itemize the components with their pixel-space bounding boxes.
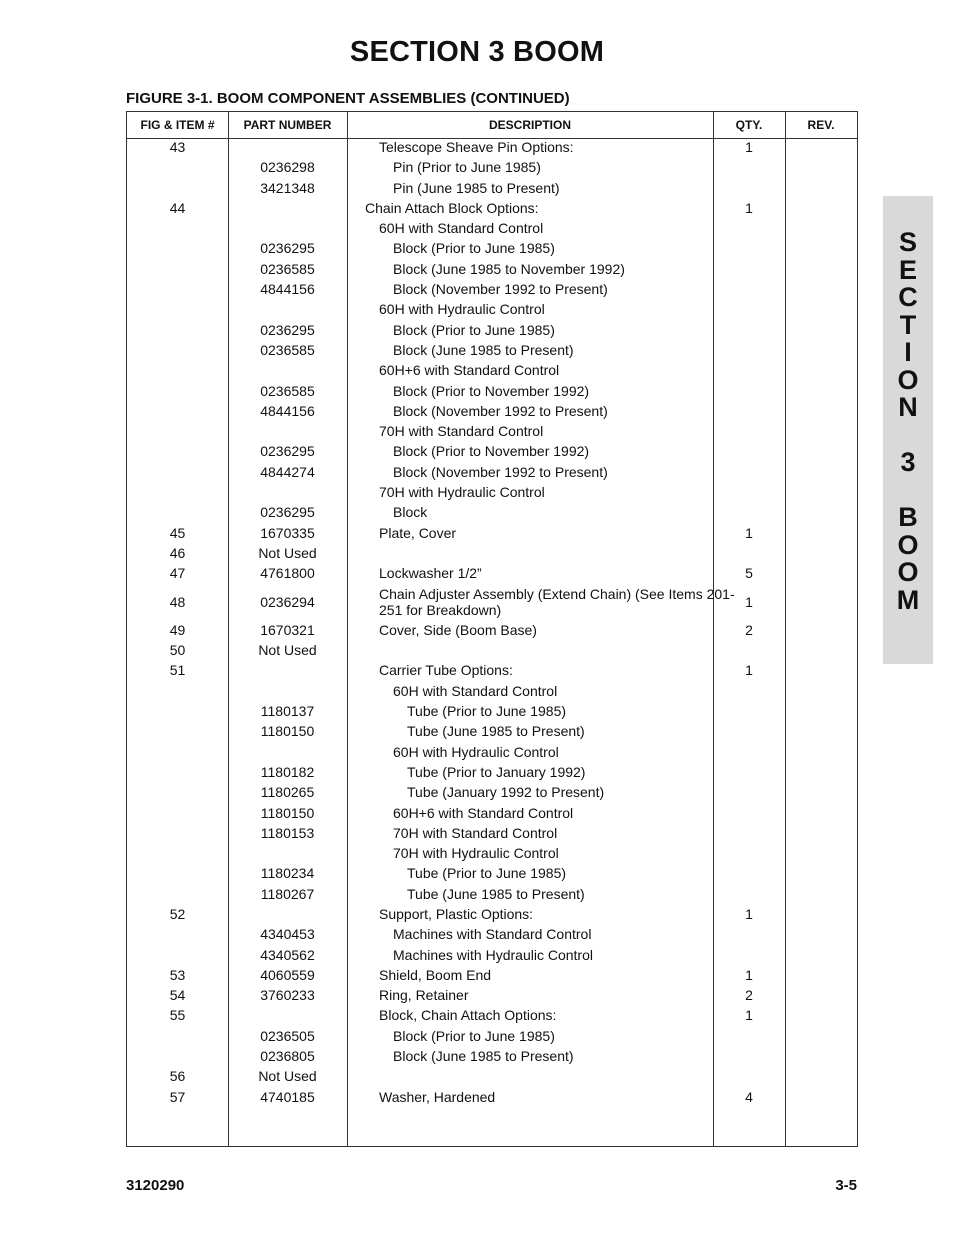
side-tab-letter: O	[897, 529, 919, 560]
side-tab-letter: E	[898, 254, 917, 285]
cell-qty: 1	[745, 662, 753, 679]
cell-part-number: 4740185	[260, 1088, 315, 1105]
header-item: FIG & ITEM #	[140, 118, 215, 132]
table-row	[127, 198, 857, 218]
table-row	[127, 462, 857, 482]
header-part-number: PART NUMBER	[243, 118, 332, 132]
cell-part-number: 0236585	[260, 382, 315, 399]
cell-part-number: 0236585	[260, 260, 315, 277]
table-row	[127, 620, 857, 640]
section-side-tab	[883, 196, 933, 664]
table-row	[127, 543, 857, 563]
header-rev: REV.	[807, 118, 835, 132]
cell-description: Block (November 1992 to Present)	[393, 402, 608, 419]
table-row	[127, 863, 857, 883]
table-row	[127, 238, 857, 258]
cell-item: 51	[169, 662, 186, 679]
cell-item: 50	[169, 642, 186, 659]
table-row	[127, 299, 857, 319]
table-row	[127, 137, 857, 157]
document-number: 3120290	[126, 1177, 185, 1194]
cell-description: Block	[393, 504, 428, 521]
table-row	[127, 381, 857, 401]
cell-description: Block (Prior to June 1985)	[393, 321, 555, 338]
cell-description: 60H with Hydraulic Control	[393, 743, 559, 760]
cell-part-number: 0236295	[260, 443, 315, 460]
table-row	[127, 823, 857, 843]
cell-part-number: 1180265	[260, 784, 315, 801]
cell-item: 45	[169, 524, 186, 541]
cell-description: Chain Attach Block Options:	[365, 199, 539, 216]
cell-part-number: 4060559	[260, 966, 315, 983]
cell-description: Block (November 1992 to Present)	[393, 463, 608, 480]
cell-part-number: 0236505	[260, 1027, 315, 1044]
cell-part-number: 4761800	[260, 565, 315, 582]
cell-description: Support, Plastic Options:	[379, 905, 534, 922]
cell-description: 60H+6 with Standard Control	[393, 804, 574, 821]
table-row	[127, 421, 857, 441]
table-row	[127, 401, 857, 421]
cell-description: Carrier Tube Options:	[379, 662, 513, 679]
cell-description: Machines with Hydraulic Control	[393, 946, 593, 963]
parts-table	[126, 111, 858, 1147]
cell-item: 49	[169, 621, 186, 638]
side-tab-letter: B	[898, 502, 918, 532]
cell-description: Block (Prior to June 1985)	[393, 240, 555, 257]
cell-part-number: 1180153	[260, 824, 315, 841]
cell-description: Washer, Hardened	[379, 1088, 496, 1105]
cell-description: 70H with Hydraulic Control	[379, 484, 545, 501]
cell-part-number: 3760233	[260, 987, 315, 1004]
table-row	[127, 340, 857, 360]
table-row	[127, 681, 857, 701]
page-number: 3-5	[835, 1177, 857, 1194]
cell-part-number: 4844274	[260, 463, 315, 480]
table-row	[127, 502, 857, 522]
table-row	[127, 279, 857, 299]
side-tab-letter	[883, 422, 933, 450]
cell-description: 70H with Standard Control	[379, 423, 544, 440]
cell-part-number: 4340453	[260, 926, 315, 943]
table-row	[127, 1087, 857, 1107]
header-description: DESCRIPTION	[488, 118, 571, 132]
cell-description: 60H with Standard Control	[393, 682, 558, 699]
cell-description: Chain Adjuster Assembly (Extend Chain) (See Items 201-251 for Breakdown)	[379, 585, 735, 618]
cell-item: 52	[169, 905, 186, 922]
cell-qty: 4	[745, 1088, 753, 1105]
cell-item: 47	[169, 565, 186, 582]
cell-part-number: 1180137	[260, 703, 315, 720]
side-tab-letter: T	[899, 309, 917, 340]
figure-title: FIGURE 3-1. BOOM COMPONENT ASSEMBLIES (CONTINUED)	[126, 90, 570, 107]
cell-part-number: 0236295	[260, 504, 315, 521]
side-tab-letter: S	[898, 227, 917, 257]
table-row	[127, 563, 857, 583]
table-row	[127, 1026, 857, 1046]
cell-description: Cover, Side (Boom Base)	[379, 621, 537, 638]
cell-part-number: 0236295	[260, 240, 315, 257]
cell-part-number: 0236295	[260, 321, 315, 338]
cell-qty: 1	[745, 199, 753, 216]
cell-description: 60H+6 with Standard Control	[379, 362, 560, 379]
table-row	[127, 157, 857, 177]
side-tab-letter: O	[897, 557, 919, 587]
table-row	[127, 640, 857, 660]
cell-part-number: 0236805	[260, 1048, 315, 1065]
cell-description: Tube (January 1992 to Present)	[407, 784, 605, 801]
cell-description: Tube (June 1985 to Present)	[407, 885, 585, 902]
cell-part-number: Not Used	[258, 642, 317, 659]
cell-item: 44	[169, 199, 186, 216]
cell-description: Tube (June 1985 to Present)	[407, 723, 585, 740]
cell-part-number: 1670335	[260, 524, 315, 541]
cell-description: Block (June 1985 to Present)	[393, 1048, 574, 1065]
cell-description: 70H with Hydraulic Control	[393, 845, 559, 862]
side-tab-letter: O	[897, 364, 919, 395]
header-qty: QTY.	[735, 118, 763, 132]
cell-description: Tube (Prior to June 1985)	[407, 703, 567, 720]
table-row	[127, 482, 857, 502]
cell-description: Telescope Sheave Pin Options:	[379, 139, 574, 155]
table-row	[127, 1066, 857, 1086]
cell-description: Block (Prior to June 1985)	[393, 1027, 555, 1044]
cell-description: Pin (Prior to June 1985)	[393, 159, 541, 176]
table-row	[127, 1005, 857, 1025]
cell-item: 43	[169, 139, 186, 155]
table-row	[127, 762, 857, 782]
cell-description: Block (November 1992 to Present)	[393, 281, 608, 298]
cell-part-number: 0236294	[260, 593, 315, 610]
cell-item: 53	[169, 966, 186, 983]
table-row	[127, 441, 857, 461]
cell-description: Block (Prior to November 1992)	[393, 443, 590, 460]
cell-description: Tube (Prior to June 1985)	[407, 865, 567, 882]
table-row	[127, 843, 857, 863]
cell-qty: 2	[745, 987, 753, 1004]
cell-part-number: 1180182	[260, 763, 315, 780]
side-tab-letter: M	[896, 584, 920, 615]
table-row	[127, 660, 857, 680]
cell-part-number: 1180234	[260, 865, 315, 882]
cell-part-number: 3421348	[260, 179, 315, 196]
table-body	[127, 137, 857, 1107]
cell-part-number: Not Used	[258, 544, 317, 561]
table-row	[127, 904, 857, 924]
cell-item: 46	[169, 544, 186, 561]
cell-description: Block, Chain Attach Options:	[379, 1007, 557, 1024]
table-row	[127, 523, 857, 543]
cell-item: 55	[169, 1007, 186, 1024]
table-row	[127, 721, 857, 741]
table-row	[127, 584, 857, 620]
cell-description: Pin (June 1985 to Present)	[393, 179, 560, 196]
cell-qty: 2	[745, 621, 753, 638]
cell-part-number: 4844156	[260, 402, 315, 419]
cell-qty: 1	[745, 524, 753, 541]
cell-description: 70H with Standard Control	[393, 824, 558, 841]
table-row	[127, 701, 857, 721]
side-tab-letter: N	[898, 392, 918, 422]
table-row	[127, 884, 857, 904]
cell-part-number: 0236298	[260, 159, 315, 176]
cell-part-number: 1180150	[260, 804, 315, 821]
cell-part-number: 4844156	[260, 281, 315, 298]
cell-description: Tube (Prior to January 1992)	[407, 763, 586, 780]
cell-description: Lockwasher 1/2”	[379, 565, 482, 582]
cell-part-number: 1670321	[260, 621, 315, 638]
table-row	[127, 803, 857, 823]
side-tab-letter: I	[904, 337, 912, 367]
table-row	[127, 259, 857, 279]
side-tab-letter: 3	[900, 447, 916, 477]
cell-description: 60H with Standard Control	[379, 220, 544, 237]
cell-description: Block (June 1985 to Present)	[393, 341, 574, 358]
cell-description: Plate, Cover	[379, 524, 457, 541]
table-row	[127, 782, 857, 802]
cell-qty: 1	[745, 593, 753, 610]
table-row	[127, 178, 857, 198]
table-row	[127, 218, 857, 238]
side-tab-label	[883, 229, 933, 614]
table-row	[127, 945, 857, 965]
cell-description: Block (June 1985 to November 1992)	[393, 260, 625, 277]
cell-description: Machines with Standard Control	[393, 926, 592, 943]
table-row	[127, 965, 857, 985]
cell-description: Shield, Boom End	[379, 966, 492, 983]
table-row	[127, 360, 857, 380]
cell-part-number: 0236585	[260, 341, 315, 358]
cell-qty: 1	[745, 966, 753, 983]
cell-part-number: 1180150	[260, 723, 315, 740]
cell-qty: 5	[745, 565, 753, 582]
cell-qty: 1	[745, 139, 753, 155]
cell-description: 60H with Hydraulic Control	[379, 301, 545, 318]
table-row	[127, 924, 857, 944]
cell-description: Ring, Retainer	[379, 987, 469, 1004]
cell-item: 54	[169, 987, 186, 1004]
cell-item: 48	[169, 593, 186, 610]
table-row	[127, 742, 857, 762]
table-row	[127, 1046, 857, 1066]
cell-item: 56	[169, 1068, 186, 1085]
cell-qty: 1	[745, 1007, 753, 1024]
table-row	[127, 320, 857, 340]
cell-part-number: 4340562	[260, 946, 315, 963]
side-tab-letter: C	[898, 282, 918, 312]
cell-item: 57	[169, 1088, 186, 1105]
cell-part-number: 1180267	[260, 885, 315, 902]
page-title: SECTION 3 BOOM	[349, 36, 605, 68]
cell-qty: 1	[745, 905, 753, 922]
table-row	[127, 985, 857, 1005]
cell-part-number: Not Used	[258, 1068, 317, 1085]
cell-description: Block (Prior to November 1992)	[393, 382, 590, 399]
side-tab-letter	[883, 477, 933, 505]
